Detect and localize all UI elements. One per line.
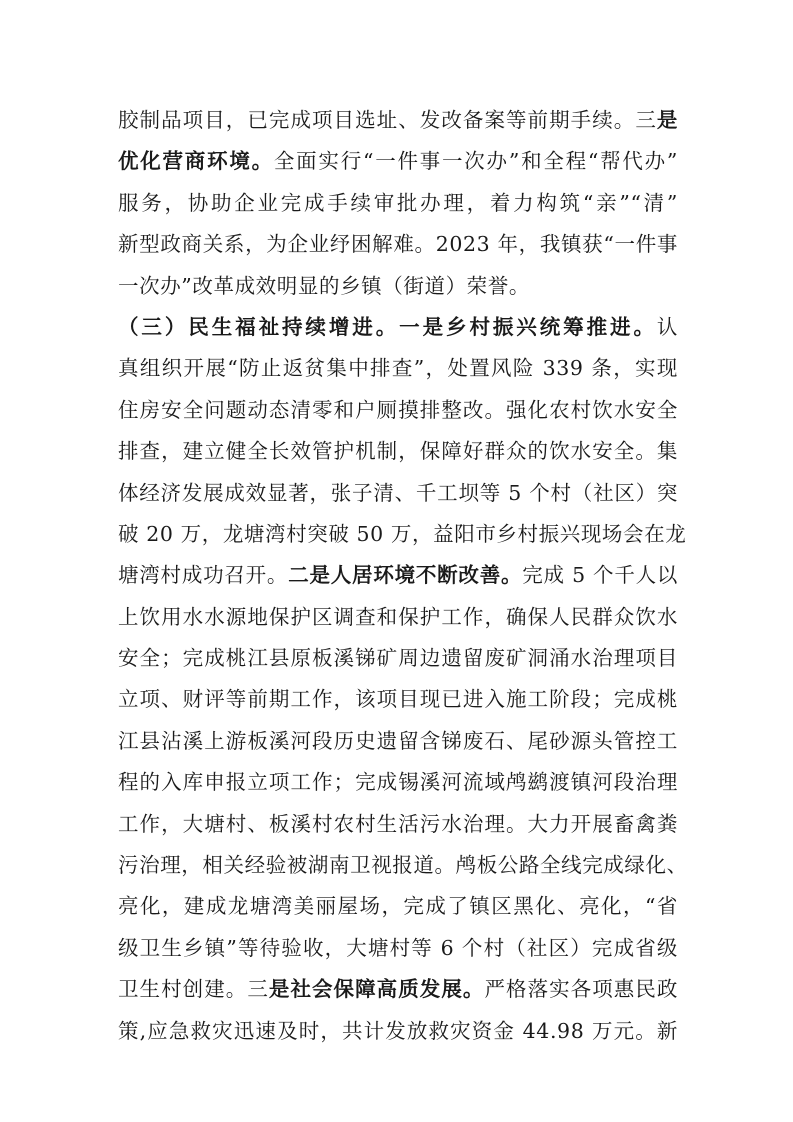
text-line [118, 141, 678, 182]
text-run: 江县沾溪上游板溪河段历史遗留含锑废石、尾砂源头管控工 [118, 728, 678, 753]
text-run: 住房安全问题动态清零和户厕摸排整改。强化农村饮水安全 [118, 397, 678, 422]
text-line [118, 804, 678, 845]
text-line [118, 1011, 678, 1052]
text-run: 胶制品项目，已完成项目选址、发改备案等前期手续。三 [118, 108, 657, 132]
text-line [118, 555, 678, 596]
text-line [118, 721, 678, 762]
text-run: 亮化，建成龙塘湾美丽屋场，完成了镇区黑化、亮化，“省 [118, 894, 678, 919]
bold-text-run: 二是人居环境不断改善。 [288, 563, 523, 588]
text-line [118, 638, 678, 679]
text-run: 塘湾村成功召开。 [118, 563, 289, 588]
text-run: 卫生村创建。三 [118, 977, 269, 1002]
bold-text-run: 是 [656, 108, 678, 132]
text-run: 排查，建立健全长效管护机制，保障好群众的饮水安全。集 [118, 439, 678, 464]
text-run: 级卫生乡镇”等待验收，大塘村等 6 个村（社区）完成省级 [118, 935, 678, 960]
text-line [118, 100, 678, 141]
text-run: 策,应急救灾迅速及时，共计发放救灾资金 44.98 万元。新 [118, 1018, 678, 1043]
text-run: 全面实行“一件事一次办”和全程“帮代办” [273, 149, 679, 174]
text-line [118, 886, 678, 927]
text-line [118, 224, 678, 265]
text-line [118, 307, 678, 348]
text-run: 立项、财评等前期工作，该项目现已进入施工阶段；完成桃 [118, 687, 678, 712]
text-line [118, 679, 678, 720]
text-run: 程的入库申报立项工作；完成锡溪河流域鸬鹚渡镇河段治理 [118, 770, 678, 795]
text-run: 破 20 万，龙塘湾村突破 50 万，益阳市乡村振兴现场会在龙 [118, 521, 687, 546]
text-line [118, 348, 678, 389]
text-line [118, 514, 687, 555]
text-run: 新型政商关系，为企业纾困解难。2023 年，我镇获“一件事 [118, 232, 678, 257]
body-text [118, 100, 688, 1052]
text-line [118, 390, 678, 431]
text-line [118, 928, 678, 969]
text-line [118, 845, 688, 886]
bold-text-run: 优化营商环境。 [118, 149, 274, 174]
text-run: 完成 5 个千人以 [522, 563, 678, 588]
bold-text-run: （三）民生福祉持续增进。一是乡村振兴统筹推进。 [118, 314, 657, 339]
text-line [118, 969, 678, 1010]
text-line [118, 597, 678, 638]
text-line [118, 762, 678, 803]
text-run: 认 [656, 314, 678, 339]
text-run: 严格落实各项惠民政 [484, 977, 678, 1002]
bold-text-run: 是社会保障高质发展。 [268, 977, 485, 1002]
text-run: 污治理，相关经验被湖南卫视报道。鸬板公路全线完成绿化、 [118, 853, 688, 878]
text-line [118, 431, 678, 472]
text-run: 真组织开展“防止返贫集中排查”，处置风险 339 条，实现 [118, 356, 678, 381]
text-line [118, 183, 678, 224]
text-line [118, 473, 678, 514]
text-line [118, 266, 678, 307]
text-run: 体经济发展成效显著，张子清、千工坝等 5 个村（社区）突 [118, 480, 678, 505]
text-run: 上饮用水水源地保护区调查和保护工作，确保人民群众饮水 [118, 604, 678, 629]
text-run: 安全；完成桃江县原板溪锑矿周边遗留废矿洞涌水治理项目 [118, 646, 678, 671]
text-run: 服务，协助企业完成手续审批办理，着力构筑“亲”“清” [118, 190, 678, 215]
text-run: 一次办”改革成效明显的乡镇（街道）荣誉。 [118, 273, 530, 298]
text-run: 工作，大塘村、板溪村农村生活污水治理。大力开展畜禽粪 [118, 811, 678, 836]
